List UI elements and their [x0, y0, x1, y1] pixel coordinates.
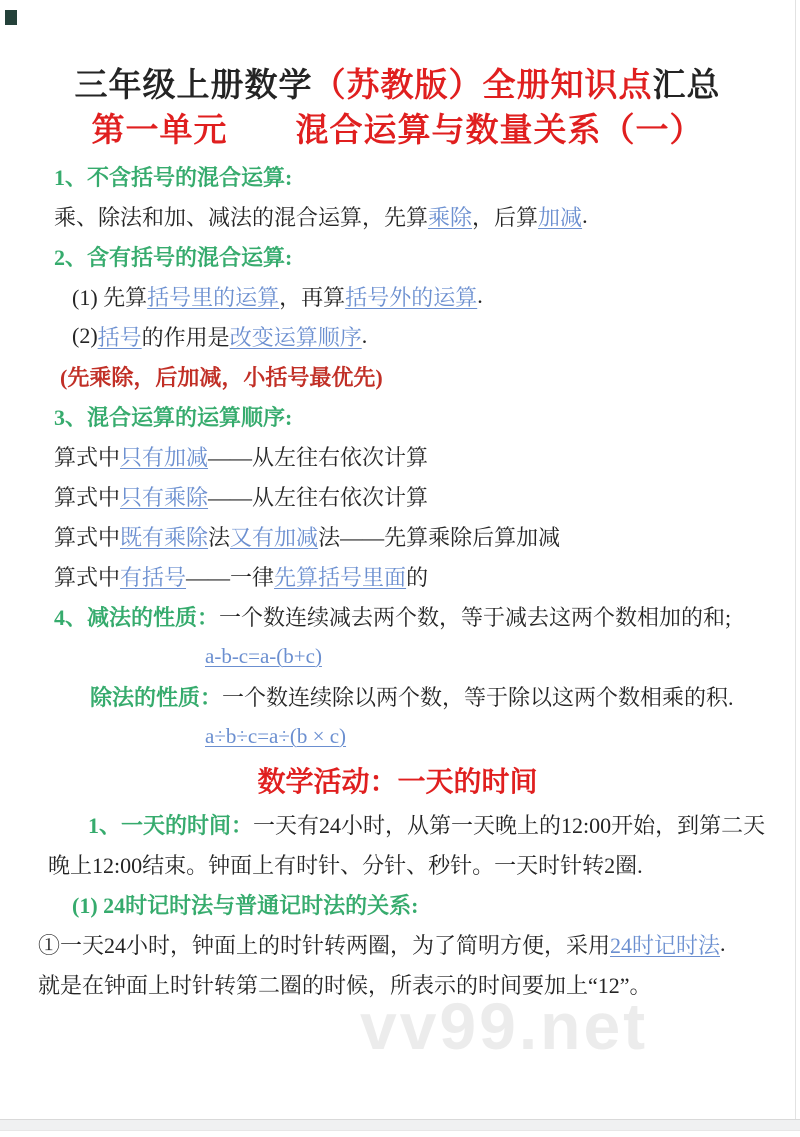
text-line — [0, 476, 795, 516]
text-segment: ——一律 — [186, 564, 275, 590]
link-text: 括号里的运算 — [147, 284, 280, 310]
text-segment: 算式中 — [54, 524, 121, 550]
text-segment: 晚上12:00结束。钟面上有时针、分针、秒针。一天时针转2圈. — [48, 852, 643, 878]
text-segment: ，再算 — [279, 284, 346, 310]
page-break-divider — [0, 1119, 800, 1131]
text-segment: 1、不含括号的混合运算: — [54, 164, 293, 190]
text-line — [0, 596, 795, 636]
text-segment: 法 — [208, 524, 231, 550]
text-segment: ——从左往右依次计算 — [208, 484, 429, 510]
text-segment: 2、含有括号的混合运算: — [54, 244, 293, 270]
text-segment: ——从左往右依次计算 — [208, 444, 429, 470]
text-line — [0, 844, 795, 884]
text-segment: 三年级上册数学 — [74, 68, 313, 104]
text-segment: 除法的性质： — [90, 684, 223, 710]
text-segment: 4、减法的性质： — [54, 604, 220, 630]
text-segment: 乘、除法和加、减法的混合运算，先算 — [54, 204, 429, 230]
text-segment: ①一天24小时，钟面上的时针转两圈，为了简明方便，采用 — [38, 932, 611, 958]
text-line — [0, 676, 795, 716]
text-segment: 的 — [406, 564, 429, 590]
text-segment: 算式中 — [54, 564, 121, 590]
text-segment: 的作用是 — [141, 324, 230, 350]
link-text: 括号 — [97, 324, 142, 350]
text-segment: . — [477, 283, 483, 308]
text-line — [0, 316, 795, 356]
text-segment: 1、一天的时间： — [88, 812, 254, 838]
corner-artifact — [5, 10, 17, 25]
text-segment: 3、混合运算的运算顺序: — [54, 404, 293, 430]
link-text: 括号外的运算 — [345, 284, 478, 310]
text-line — [0, 516, 795, 556]
link-text: 又有加减 — [230, 524, 319, 550]
text-segment: 法——先算乘除后算加减 — [318, 524, 561, 550]
text-line — [0, 884, 795, 924]
text-segment: 算式中 — [54, 484, 121, 510]
text-line — [0, 756, 795, 804]
text-segment: 一天有24小时，从第一天晚上的12:00开始，到第二天 — [253, 812, 766, 838]
document-body — [0, 154, 795, 1004]
link-text: a-b-c=a-(b+c) — [205, 643, 322, 668]
text-segment: （苏教版）全册知识点 — [312, 68, 653, 104]
text-segment: ，后算 — [472, 204, 539, 230]
watermark-text: vv99.net — [360, 989, 649, 1063]
link-text: 有括号 — [120, 564, 187, 590]
link-text: 改变运算顺序 — [229, 324, 362, 350]
text-line — [0, 356, 795, 396]
document-title — [0, 64, 795, 108]
text-segment: . — [361, 323, 368, 348]
text-line — [0, 436, 795, 476]
unit-title — [0, 108, 795, 154]
text-segment: 数学活动：一天的时间 — [257, 767, 538, 798]
link-text: 只有乘除 — [120, 484, 209, 510]
text-segment: (1) 24时记时法与普通记时法的关系: — [72, 892, 419, 918]
text-segment: 算式中 — [54, 444, 121, 470]
text-line — [0, 156, 795, 196]
text-segment: (1) 先算 — [72, 284, 148, 310]
link-text: 24时记时法 — [610, 932, 721, 958]
text-segment: . — [720, 931, 726, 956]
link-text: a÷b÷c=a÷(b × c) — [205, 723, 347, 748]
text-segment: . — [582, 203, 588, 228]
next-page-edge — [0, 1132, 800, 1137]
text-segment: (先乘除，后加减，小括号最优先) — [60, 364, 383, 390]
link-text: 乘除 — [428, 204, 473, 230]
text-segment: 第一单元 混合运算与数量关系（一） — [91, 113, 704, 149]
text-line — [0, 196, 795, 236]
link-text: 加减 — [538, 204, 583, 230]
text-line — [0, 276, 795, 316]
text-line — [0, 716, 795, 756]
link-text: 只有加减 — [120, 444, 209, 470]
text-line — [0, 924, 795, 964]
text-segment: 汇总 — [652, 68, 721, 104]
text-segment: 就是在钟面上时针转第二圈的时候，所表示的时间要加上“12”。 — [38, 972, 652, 998]
text-segment: 一个数连续减去两个数，等于减去这两个数相加的和; — [219, 604, 732, 630]
document-header — [0, 0, 795, 154]
text-line — [0, 236, 795, 276]
text-segment: (2) — [72, 323, 98, 348]
text-line — [0, 636, 795, 676]
link-text: 先算括号里面 — [274, 564, 407, 590]
text-segment: 一个数连续除以两个数，等于除以这两个数相乘的积. — [222, 684, 734, 710]
text-line — [0, 804, 795, 844]
text-line — [0, 396, 795, 436]
text-line — [0, 556, 795, 596]
link-text: 既有乘除 — [120, 524, 209, 550]
